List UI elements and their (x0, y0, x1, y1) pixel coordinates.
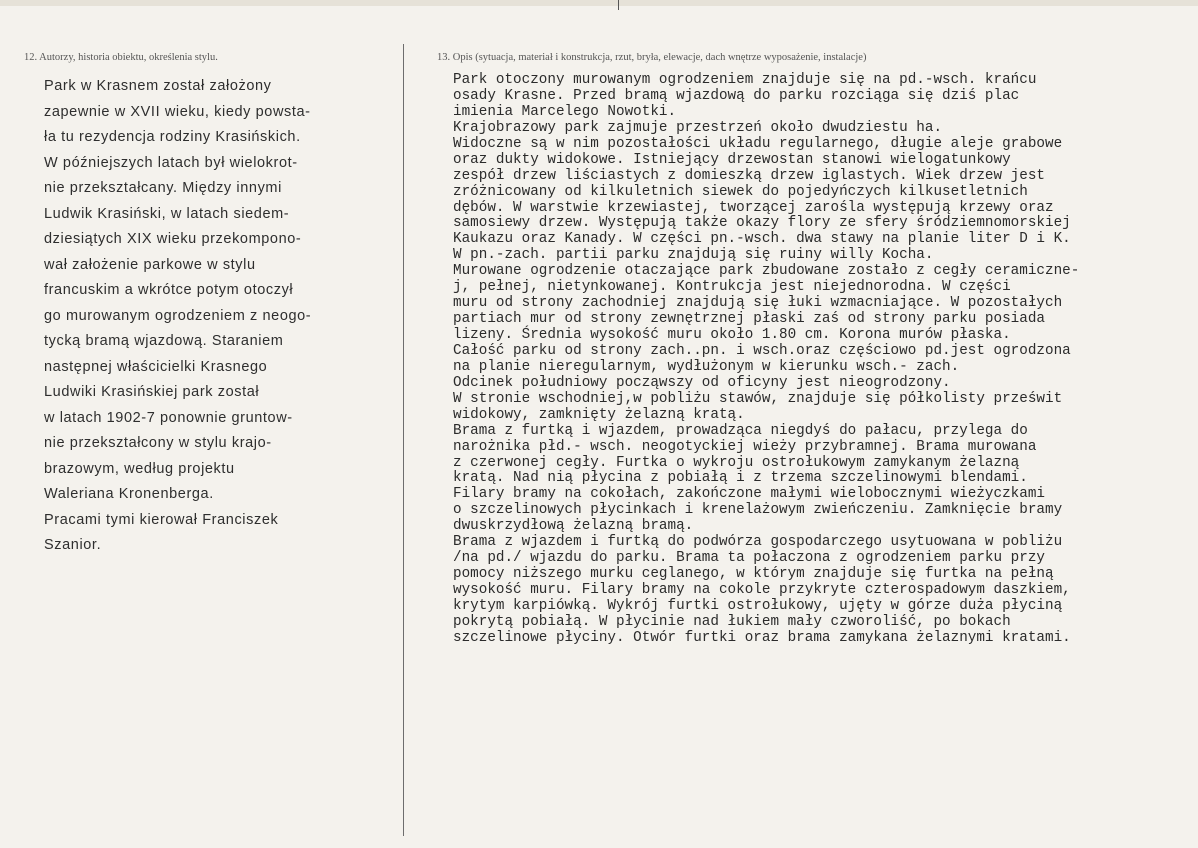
history-line: Pracami tymi kierował Franciszek (44, 511, 279, 528)
description-line: szczelinowe płyciny. Otwór furtki oraz brama zamykana żelaznymi kratami. (453, 629, 1071, 646)
description-line: zespół drzew liściastych z domieszką drzew iglastych. Wiek drzew jest (453, 167, 1045, 184)
description-line: wysokość muru. Filary bramy na cokole przykryte czterospadowym daszkiem, (453, 582, 1071, 598)
history-line: w latach 1902-7 ponownie gruntow- (44, 409, 293, 426)
description-line: pokrytą pobiałą. W płycinie nad łukiem mały czworoliść, po bokach (453, 613, 1011, 630)
history-line: zapewnie w XVII wieku, kiedy powsta- (44, 103, 311, 120)
description-line: Odcinek południowy począwszy od oficyny jest nieogrodzony. (453, 374, 951, 391)
description-line: partiach mur od strony zewnętrznej płaski zaś od strony parku posiada (453, 311, 1045, 328)
description-line: Brama z furtką i wjazdem, prowadząca niegdyś do pałacu, przylega do (453, 422, 1028, 439)
description-line: j, pełnej, nietynkowanej. Kontrukcja jest niejednorodna. W części (453, 279, 1011, 296)
history-line: następnej właścicielki Krasnego (44, 358, 268, 375)
history-line: go murowanym ogrodzeniem z neogo- (44, 307, 312, 324)
section-13-header: 13. Opis (sytuacja, materiał i konstrukcja, rzut, bryła, elewacje, dach wnętrze wyposażenie, instalacje) (437, 52, 867, 63)
history-line: wał założenie parkowe w stylu (44, 256, 256, 273)
top-edge (0, 0, 1198, 6)
description-line: Brama z wjazdem i furtką do podwórza gospodarczego usytuowana w pobliżu (453, 534, 1063, 551)
history-line: francuskim a wkrótce potym otoczył (44, 282, 294, 298)
section-12-header: 12. Autorzy, historia obiektu, określenia stylu. (24, 52, 218, 63)
history-line: W późniejszych latach był wielokrot- (44, 154, 298, 171)
description-line: muru od strony zachodniej znajdują się łuki wzmacniające. W pozostałych (453, 295, 1063, 312)
history-line: Ludwik Krasiński, w latach siedem- (44, 205, 290, 222)
history-line: dziesiątych XIX wieku przekompono- (44, 231, 302, 247)
description-line: W stronie wschodniej,w pobliżu stawów, znajduje się półkolisty prześwit (453, 390, 1063, 407)
history-line: brazowym, według projektu (44, 460, 235, 477)
history-line: tycką bramą wjazdową. Staraniem (44, 333, 284, 349)
description-line: Park otoczony murowanym ogrodzeniem znajduje się na pd.-wsch. krańcu (453, 72, 1037, 88)
description-line: imienia Marcelego Nowotki. (453, 103, 677, 120)
description-line: widokowy, zamknięty żelazną kratą. (453, 406, 745, 423)
description-line: kratą. Nad nią płycina z pobiałą i z trzema szczelinowymi blendami. (453, 470, 1028, 487)
description-line: samosiewy drzew. Występują także okazy flory ze sfery śródziemnomorskiej (453, 215, 1071, 232)
description-text (453, 73, 1193, 647)
history-line: Ludwiki Krasińskiej park został (44, 384, 260, 400)
description-line: dębów. W warstwie krzewiastej, tworzącej zarośla występują krzewy oraz (453, 199, 1054, 216)
description-line: o szczelinowych płycinkach i krenelażowym zwieńczeniu. Zamknięcie bramy (453, 502, 1063, 519)
description-line: na planie nieregularnym, wydłużonym w kierunku wsch.- zach. (453, 358, 960, 375)
description-line: W pn.-zach. partii parku znajdują się ruiny willy Kocha. (453, 247, 934, 264)
description-line: Murowane ogrodzenie otaczające park zbudowane zostało z cegły ceramiczne- (453, 263, 1080, 280)
history-line: Szanior. (44, 537, 102, 553)
history-line: Park w Krasnem został założony (44, 78, 272, 94)
description-line: lizeny. Średnia wysokość muru około 1.80 cm. Korona murów płaska. (453, 327, 1011, 343)
description-line: dwuskrzydłową żelazną bramą. (453, 518, 694, 535)
history-line: nie przekształcany. Między innymi (44, 180, 282, 196)
description-line: osady Krasne. Przed bramą wjazdową do parku rozciąga się dziś plac (453, 87, 1020, 104)
history-line: nie przekształcony w stylu krajo- (44, 435, 272, 451)
description-line: narożnika płd.- wsch. neogotyckiej wieży przybramnej. Brama murowana (453, 438, 1037, 455)
history-text (44, 74, 404, 559)
description-line: pomocy niższego murku ceglanego, w którym znajduje się furtka na pełną (453, 566, 1054, 583)
description-line: Kaukazu oraz Kanady. W części pn.-wsch. dwa stawy na planie liter D i K. (453, 231, 1071, 248)
history-line: Waleriana Kronenberga. (44, 486, 214, 502)
description-line: /na pd./ wjazdu do parku. Brama ta połaczona z ogrodzeniem parku przy (453, 550, 1045, 567)
top-tick-mark (618, 0, 619, 10)
description-line: Całość parku od strony zach..pn. i wsch.oraz częściowo pd.jest ogrodzona (453, 342, 1071, 359)
description-line: z czerwonej cegły. Furtka o wykroju ostrołukowym zamykanym żelazną (453, 454, 1020, 471)
description-line: Filary bramy na cokołach, zakończone małymi wielobocznymi wieżyczkami (453, 486, 1045, 503)
description-line: zróżnicowany od kilkuletnich siewek do pojedyńczych kilkusetletnich (453, 183, 1028, 200)
description-line: Widoczne są w nim pozostałości układu regularnego, długie aleje grabowe (453, 135, 1063, 152)
description-line: Krajobrazowy park zajmuje przestrzeń około dwudziestu ha. (453, 119, 943, 136)
description-line: oraz dukty widokowe. Istniejący drzewostan stanowi wielogatunkowy (453, 151, 1011, 168)
history-line: ła tu rezydencja rodziny Krasińskich. (44, 129, 301, 145)
description-line: krytym karpiówką. Wykrój furtki ostrołukowy, ujęty w górze duża płyciną (453, 597, 1063, 614)
